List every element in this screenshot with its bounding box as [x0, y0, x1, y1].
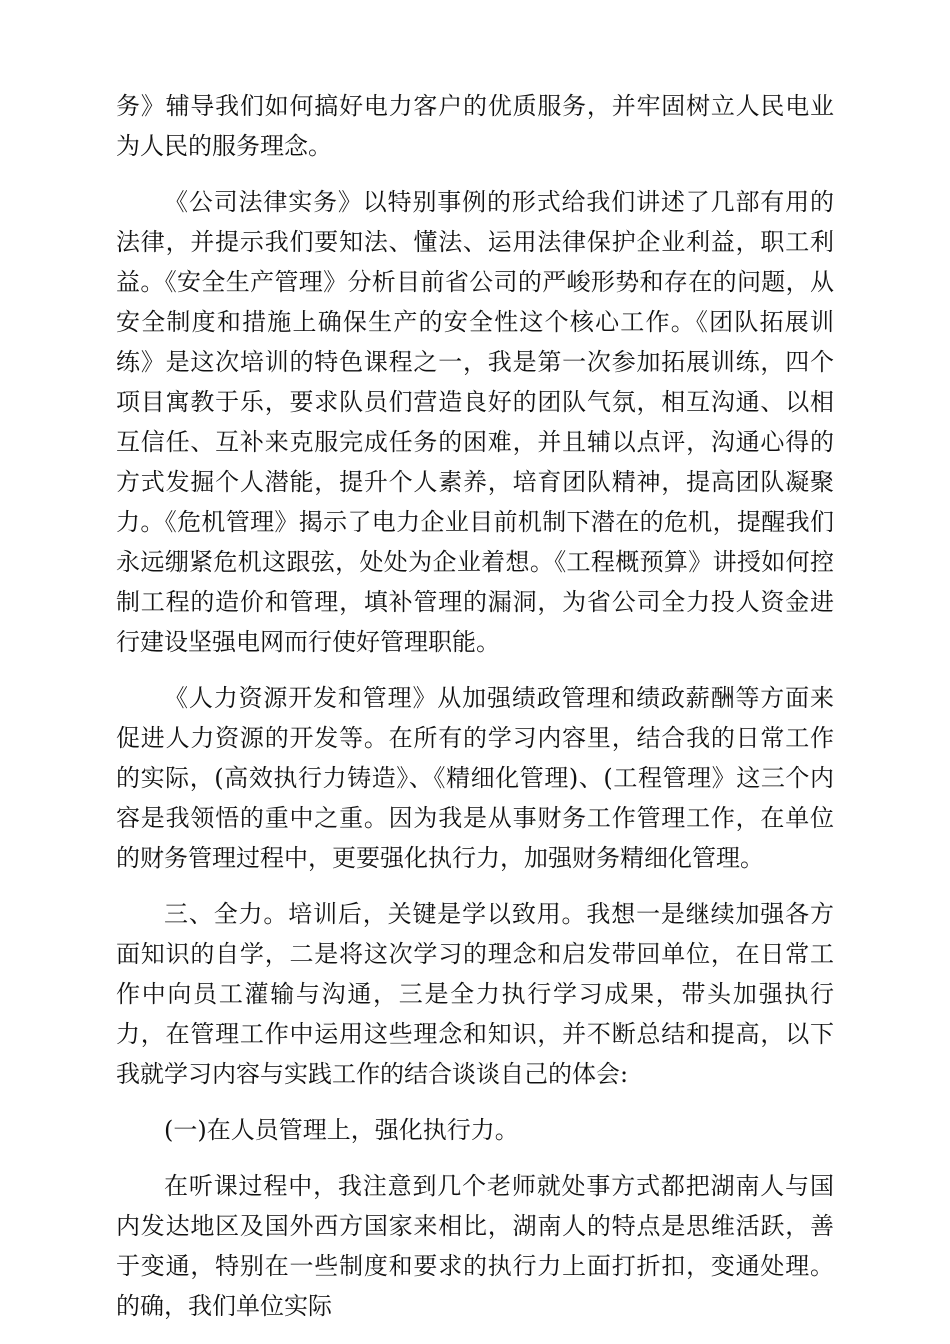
document-body [116, 86, 834, 1342]
paragraph-section-three: 三、全力。培训后，关键是学以致用。我想一是继续加强各方面知识的自学，二是将这次学习的理念和启发带回单位，在日常工作中向员工灌输与沟通，三是全力执行学习成果，带头加强执行力，在管理工作中运用这些理念和知识，并不断总结和提高，以下我就学习内容与实践工作的结合谈谈自己的体会: [116, 900, 834, 1088]
paragraph-lecture-observation: 在听课过程中，我注意到几个老师就处事方式都把湖南人与国内发达地区及国外西方国家来相比，湖南人的特点是思维活跃，善于变通，特别在一些制度和要求的执行力上面打折扣，变通处理。的确，我们单位实际 [116, 1172, 834, 1320]
paragraph-hr-management: 《人力资源开发和管理》从加强绩政管理和绩政薪酬等方面来促进人力资源的开发等。在所有的学习内容里，结合我的日常工作的实际，(高效执行力铸造》、《精细化管理)、(工程管理》这三个内容是我领悟的重中之重。因为我是从事财务工作管理工作，在单位的财务管理过程中，更要强化执行力，加强财务精细化管理。 [116, 684, 834, 872]
paragraph-course-summary: 《公司法律实务》以特别事例的形式给我们讲述了几部有用的法律，并提示我们要知法、懂法、运用法律保护企业利益，职工利益。《安全生产管理》分析目前省公司的严峻形势和存在的问题，从安全制度和措施上确保生产的安全性这个核心工作。《团队拓展训练》是这次培训的特色课程之一，我是第一次参加拓展训练，四个项目寓教于乐，要求队员们营造良好的团队气氛，相互沟通、以相互信任、互补来克服完成任务的困难，并且辅以点评，沟通心得的方式发掘个人潜能，提升个人素养，培育团队精神，提高团队凝聚力。《危机管理》揭示了电力企业目前机制下潜在的危机，提醒我们永远绷紧危机这跟弦，处处为企业着想。《工程概预算》讲授如何控制工程的造价和管理，填补管理的漏洞，为省公司全力投人资金进行建设坚强电网而行使好管理职能。 [116, 188, 834, 656]
subheading-personnel-management: (一)在人员管理上，强化执行力。 [164, 1116, 519, 1144]
paragraph-continuation: 务》辅导我们如何搞好电力客户的优质服务，并牢固树立人民电业为人民的服务理念。 [116, 92, 834, 160]
